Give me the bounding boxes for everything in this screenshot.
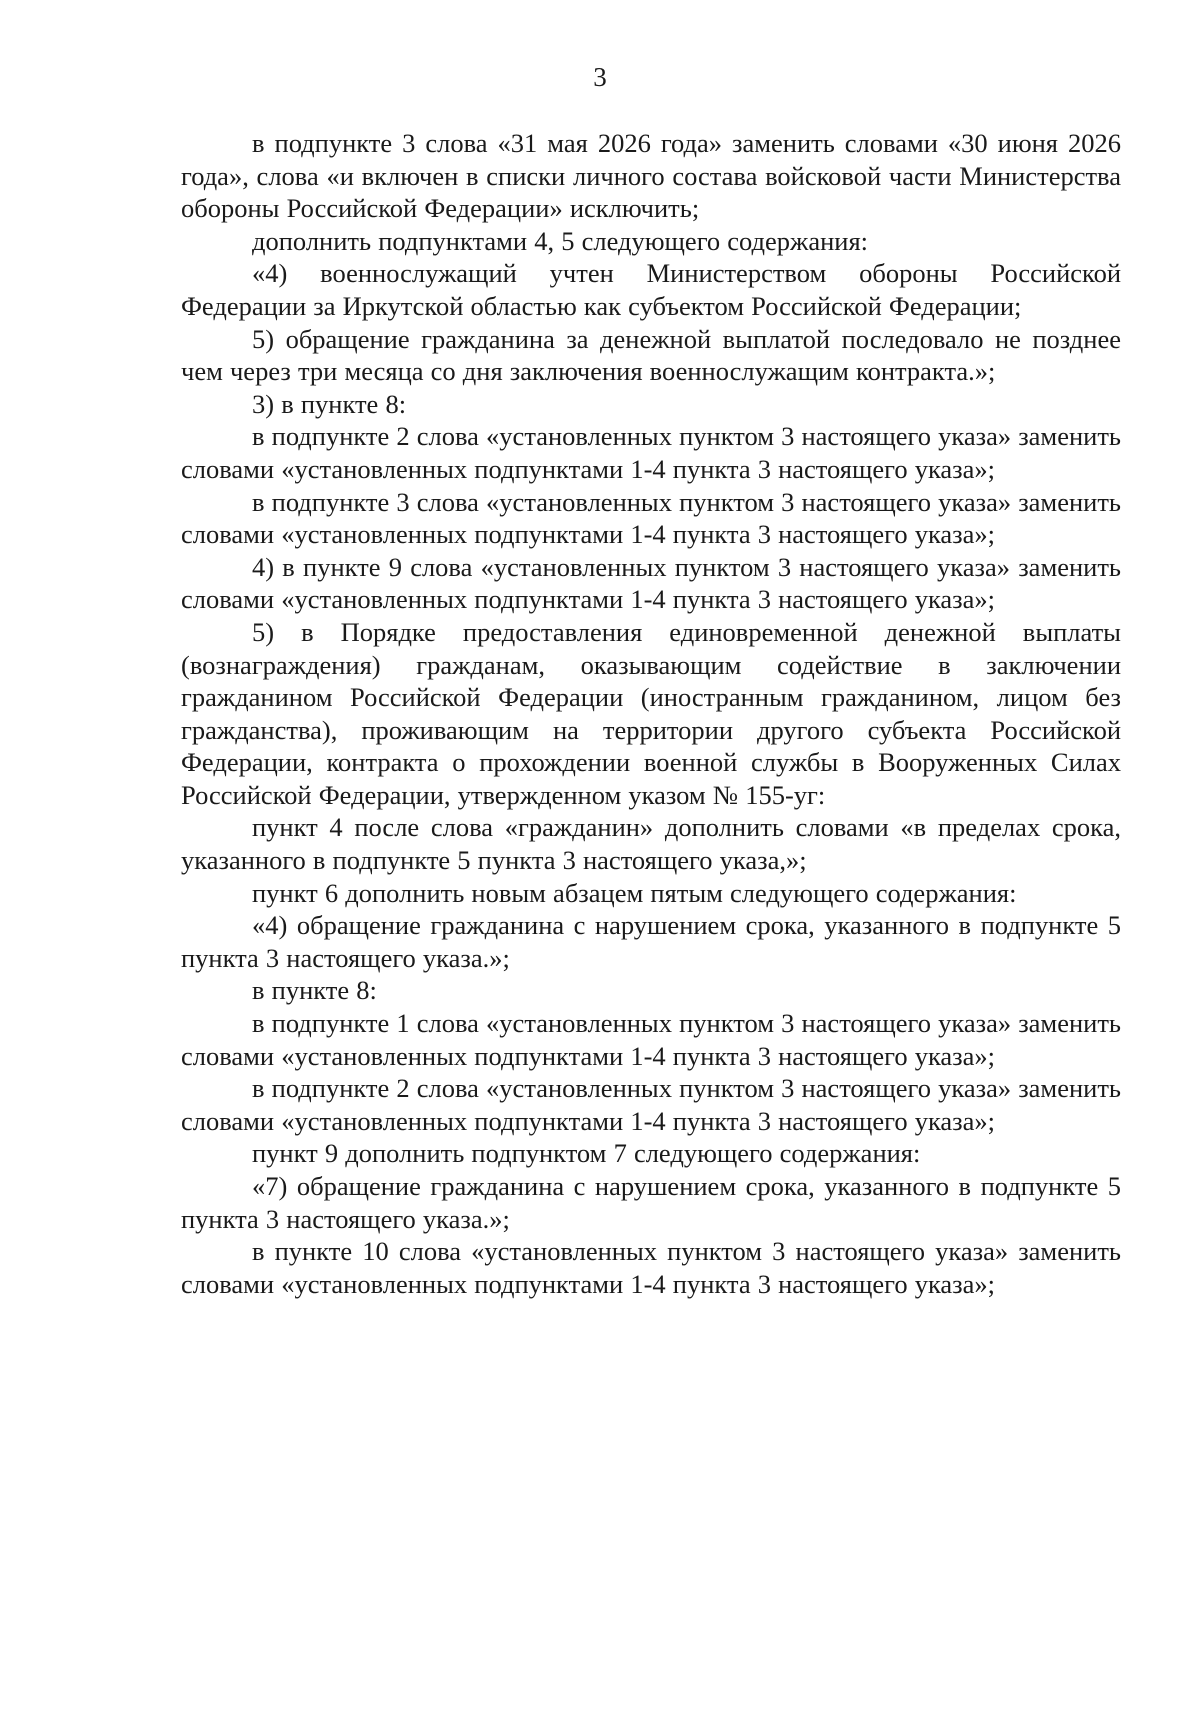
paragraph: 5) обращение гражданина за денежной выплатой последовало не позднее чем через три месяца со дня заключения военнослужащим контракта.»; <box>181 323 1121 387</box>
paragraph: пункт 6 дополнить новым абзацем пятым следующего содержания: <box>252 877 1017 908</box>
paragraph: дополнить подпунктами 4, 5 следующего содержания: <box>252 225 869 256</box>
paragraph: пункт 4 после слова «гражданин» дополнить словами «в пределах срока, указанного в подпункте 5 пункта 3 настоящего указа,»; <box>181 812 1121 876</box>
paragraph: «7) обращение гражданина с нарушением срока, указанного в подпункте 5 пункта 3 настоящего указа.»; <box>181 1171 1121 1234</box>
paragraph: в подпункте 3 слова «31 мая 2026 года» заменить словами «30 июня 2026 года», слова «и включен в списки личного состава войсковой части Министерства обороны Российской Федерации» исключить; <box>181 128 1121 224</box>
paragraph: 3) в пункте 8: <box>252 388 407 419</box>
paragraph: пункт 9 дополнить подпунктом 7 следующего содержания: <box>252 1138 921 1169</box>
paragraph: в пункте 8: <box>252 975 377 1006</box>
paragraph: 5) в Порядке предоставления единовременной денежной выплаты (вознаграждения) гражданам, оказывающим содействие в заключении гражданином Российской Федерации (иностранным гражданином, лицом без гражданства), проживающим на территории другого субъекта Российской Федерации, контракта о прохождении военной службы в Вооруженных Силах Российской Федерации, утвержденном указом № 155-уг: <box>181 616 1121 810</box>
paragraph: в пункте 10 слова «установленных пунктом 3 настоящего указа» заменить словами «установленных подпунктами 1-4 пункта 3 настоящего указа»; <box>181 1236 1121 1299</box>
paragraph: в подпункте 3 слова «установленных пунктом 3 настоящего указа» заменить словами «установленных подпунктами 1-4 пункта 3 настоящего указа»; <box>181 486 1121 550</box>
document-body <box>181 127 1121 1300</box>
paragraph: 4) в пункте 9 слова «установленных пунктом 3 настоящего указа» заменить словами «установленных подпунктами 1-4 пункта 3 настоящего указа»; <box>181 551 1121 615</box>
page-number: 3 <box>593 62 607 92</box>
paragraph: в подпункте 1 слова «установленных пунктом 3 настоящего указа» заменить словами «установленных подпунктами 1-4 пункта 3 настоящего указа»; <box>181 1008 1121 1071</box>
paragraph: в подпункте 2 слова «установленных пунктом 3 настоящего указа» заменить словами «установленных подпунктами 1-4 пункта 3 настоящего указа»; <box>181 1073 1121 1136</box>
paragraph: «4) военнослужащий учтен Министерством обороны Российской Федерации за Иркутской областью как субъектом Российской Федерации; <box>181 258 1121 321</box>
paragraph: «4) обращение гражданина с нарушением срока, указанного в подпункте 5 пункта 3 настоящего указа.»; <box>181 910 1121 973</box>
paragraph: в подпункте 2 слова «установленных пунктом 3 настоящего указа» заменить словами «установленных подпунктами 1-4 пункта 3 настоящего указа»; <box>181 421 1121 484</box>
